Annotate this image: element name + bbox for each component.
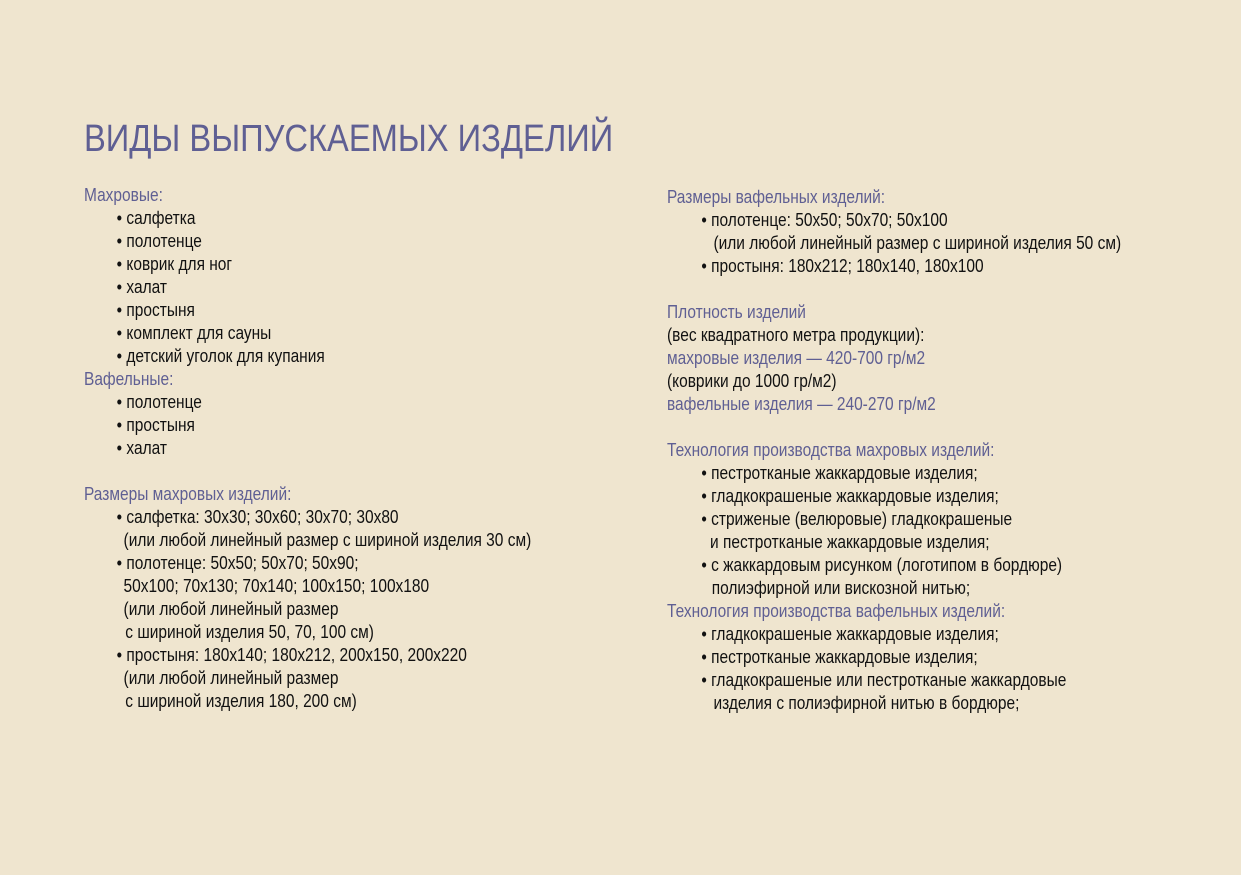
size-line: 50x100; 70x130; 70x140; 100x150; 100x180 (123, 576, 430, 596)
list-item: • детский уголок для купания (116, 346, 325, 366)
terry-heading: Махровые: (84, 185, 163, 205)
density-heading: Плотность изделий (667, 302, 806, 322)
size-line: • полотенце: 50x50; 50x70; 50x90; (116, 553, 359, 573)
tech-waffle-heading: Технология производства вафельных изделий: (667, 601, 1006, 621)
tech-line: • пестротканые жаккардовые изделия; (701, 647, 978, 667)
size-line: • полотенце: 50x50; 50x70; 50x100 (701, 210, 948, 230)
tech-line: • гладкокрашеные или пестротканые жаккардовые (701, 670, 1067, 690)
list-item: • салфетка (116, 208, 196, 228)
right-column (667, 186, 1235, 715)
tech-line: • с жаккардовым рисунком (логотипом в бордюре) (701, 555, 1063, 575)
list-item: • халат (116, 438, 167, 458)
size-line: • простыня: 180x140; 180x212, 200x150, 200x220 (116, 645, 467, 665)
list-item: • коврик для ног (116, 254, 233, 274)
spacer (667, 416, 1235, 439)
size-line: (или любой линейный размер с шириной изделия 30 см) (123, 530, 532, 550)
spacer (667, 278, 1235, 301)
spacer (84, 460, 634, 483)
left-column (84, 184, 634, 713)
size-line: (или любой линейный размер (123, 668, 339, 688)
page-title: ВИДЫ ВЫПУСКАЕМЫХ ИЗДЕЛИЙ (84, 118, 614, 160)
density-rugs: (коврики до 1000 гр/м2) (667, 371, 837, 391)
tech-terry-heading: Технология производства махровых изделий: (667, 440, 995, 460)
size-line: • простыня: 180x212; 180x140, 180x100 (701, 256, 984, 276)
tech-line: • стриженые (велюровые) гладкокрашеные (701, 509, 1013, 529)
tech-line: и пестротканые жаккардовые изделия; (710, 532, 990, 552)
size-line: (или любой линейный размер (123, 599, 339, 619)
density-waffle: вафельные изделия — 240-270 гр/м2 (667, 394, 936, 414)
size-line: • салфетка: 30x30; 30x60; 30x70; 30x80 (116, 507, 399, 527)
size-line: (или любой линейный размер с шириной изделия 50 см) (713, 233, 1122, 253)
waffle-sizes-heading: Размеры вафельных изделий: (667, 187, 886, 207)
list-item: • полотенце (116, 392, 202, 412)
tech-line: • гладкокрашеные жаккардовые изделия; (701, 624, 999, 644)
size-line: с шириной изделия 180, 200 см) (125, 691, 357, 711)
list-item: • полотенце (116, 231, 202, 251)
density-terry: махровые изделия — 420-700 гр/м2 (667, 348, 926, 368)
list-item: • простыня (116, 300, 195, 320)
size-line: с шириной изделия 50, 70, 100 см) (125, 622, 374, 642)
waffle-heading: Вафельные: (84, 369, 174, 389)
tech-line: изделия с полиэфирной нитью в бордюре; (713, 693, 1020, 713)
tech-line: полиэфирной или вискозной нитью; (711, 578, 971, 598)
terry-sizes-heading: Размеры махровых изделий: (84, 484, 292, 504)
list-item: • комплект для сауны (116, 323, 272, 343)
tech-line: • гладкокрашеные жаккардовые изделия; (701, 486, 999, 506)
list-item: • простыня (116, 415, 195, 435)
density-note: (вес квадратного метра продукции): (667, 325, 925, 345)
list-item: • халат (116, 277, 167, 297)
tech-line: • пестротканые жаккардовые изделия; (701, 463, 978, 483)
